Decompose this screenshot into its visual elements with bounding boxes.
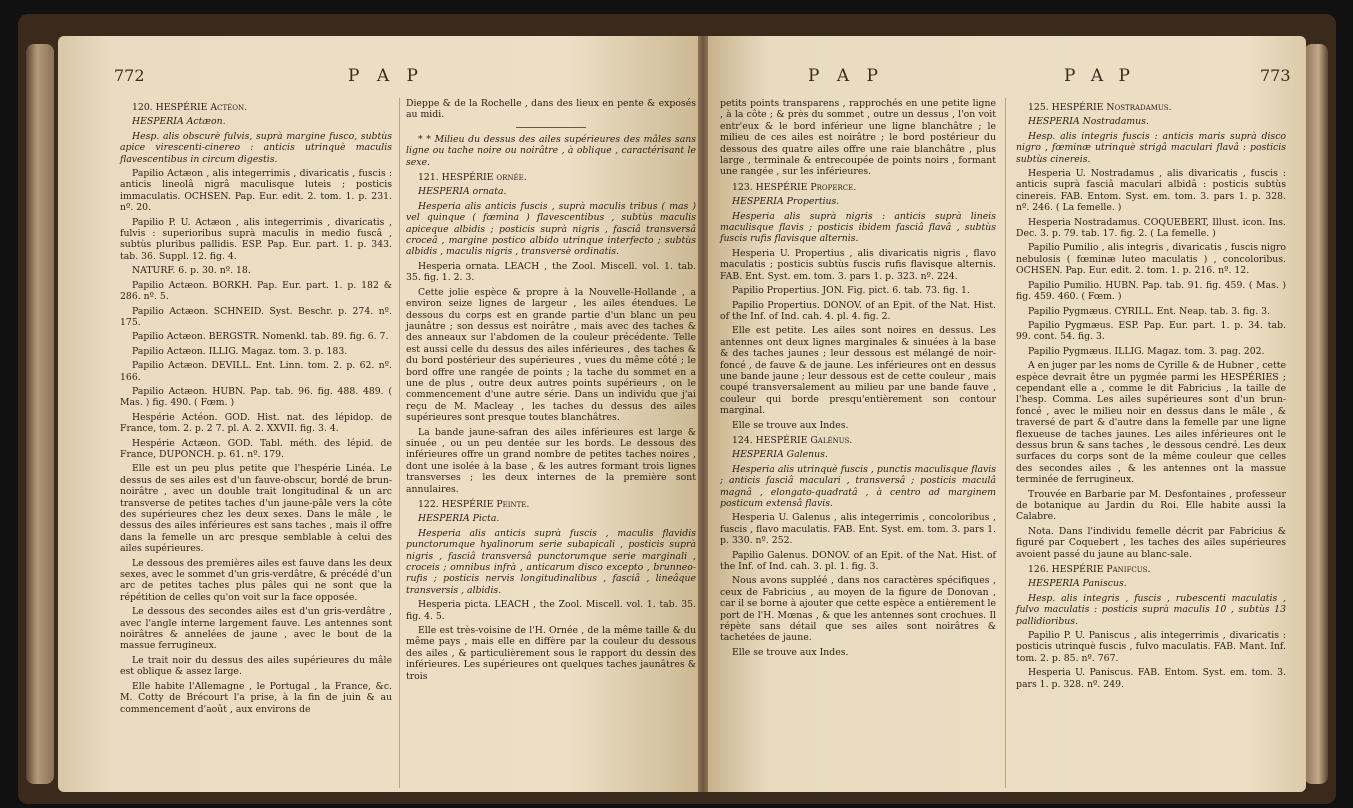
paragraph: Hespérie Actæon. GOD. Tabl. méth. des lépid. de France, DUPONCH. p. 61. nº. 179. (120, 437, 392, 460)
paragraph: Hesperia U. Propertius , alis divaricatis nigris , flavo maculatis ; posticis subtùs fuscis rufis flavisque alternis. FAB. Ent. Syst. em. tom. 3. pars 1. p. 323. nº. 224. (720, 247, 996, 282)
paragraph: Hesperia Nostradamus. COQUEBERT, Illust. icon. Ins. Dec. 3. p. 79. tab. 17. fig. 2. ( La femelle. ) (1016, 216, 1286, 240)
left-page-edges (26, 44, 54, 784)
latin-diagnosis: * * Milieu du dessus des ailes supérieures des mâles sans ligne ou tache noire ou noirâtre , à oblique , caractérisant le sexe. (406, 133, 696, 168)
paragraph: Le dessous des secondes ailes est d'un gris-verdâtre , avec l'angle interne largement fauve. Les antennes sont noirâtres & annelées de jaune , avec le bout de la massue ferrugineux. (120, 606, 392, 652)
latin-diagnosis: HESPERIA Propertius. (732, 196, 840, 208)
paragraph: Nota. Dans l'individu femelle décrit par Fabricius & figuré par Coquebert , les taches des ailes supérieures avoient passé du jaune au blanc-sale. (1016, 525, 1286, 560)
paragraph: Papilio Pumilio. HUBN. Pap. tab. 91. fig. 459. ( Mas. ) fig. 459. 460. ( Fœm. ) (1016, 279, 1286, 303)
left-column-1 (120, 98, 392, 718)
paragraph: Elle se trouve aux Indes. (732, 646, 849, 658)
column-rule (1005, 98, 1006, 788)
paragraph: Papilio Propertius. JON. Fig. pict. 6. tab. 73. fig. 1. (732, 285, 970, 297)
paragraph: Elle se trouve aux Indes. (732, 419, 849, 431)
paragraph: Papilio Actæon. HUBN. Pap. tab. 96. fig. 488. 489. ( Mas. ) fig. 490. ( Fœm. ) (120, 385, 392, 409)
paragraph: Cette jolie espèce & propre à la Nouvelle-Hollande , a environ seize lignes de largeur , les ailes étendues. Le dessous du corps est en grande partie d'un blanc un peu jaunâtre ; son dessus est noirâtre , mais avec des taches & des anneaux sur l'abdomen de la couleur précédente. Telle est aussi celle du dessus des ailes inférieures , des taches & du bord postérieur des supérieures , vues du même côté ; le bord offre une rangée de points ; la tache du sommet en a une de plus , outre deux autres points supérieurs , on le commencement d'une autre série. Dans un individu que j'ai reçu de M. Macleay , les taches du dessus des ailes supérieures sont presque toutes blanchâtres. (406, 286, 696, 424)
entry-heading: 123. HESPÉRIE Properce. (732, 181, 857, 193)
right-column-2 (1016, 98, 1286, 693)
paragraph: Papilio P. U. Actæon , alis integerrimis , divaricatis , fulvis : superioribus suprà maculis in medio fuscâ , subtùs pluribus pallidis. ESP. Pap. Eur. part. 1. p. 343. tab. 36. Suppl. 12. fig. 4. (120, 216, 392, 262)
latin-diagnosis: HESPERIA Nostradamus. (1028, 116, 1149, 128)
paragraph: Papilio Actæon , alis integerrimis , divaricatis , fuscis : anticis lineolâ nigrâ maculisque luteis ; posticis immaculatis. OCHSEN. Pap. Eur. edit. 2. tom. 1. p. 231. nº. 20. (120, 168, 392, 214)
page-number-right: 773 (1260, 66, 1291, 85)
paragraph: Elle est petite. Les ailes sont noires en dessus. Les antennes ont deux lignes marginales & sinuées à la base & des taches jaunes ; leur dessous est mélangé de noir-foncé , de fauve & de jaune. Les inférieures ont en dessus une bande jaune ; leur dessous est de cette couleur , mais coupé transversalement au milieu par une bande fauve , couleur qui borde presqu'entièrement son contour marginal. (720, 325, 996, 417)
running-header-right: P A P (808, 66, 884, 86)
paragraph: Papilio Actæon. BORKH. Pap. Eur. part. 1. p. 182 & 286. nº. 5. (120, 279, 392, 303)
page-number-left: 772 (114, 66, 145, 85)
right-column-1 (720, 98, 996, 661)
paragraph: Hesperia U. Paniscus. FAB. Entom. Syst. em. tom. 3. pars 1. p. 328. nº. 249. (1016, 667, 1286, 690)
paragraph: Papilio Actæon. DEVILL. Ent. Linn. tom. 2. p. 62. nº. 166. (120, 360, 392, 383)
paragraph: Papilio P. U. Paniscus , alis integerrimis , divaricatis : posticis utrinquè fuscis , fulvo maculatis. FAB. Mant. Inf. tom. 2. p. 85. nº. 767. (1016, 630, 1286, 664)
paragraph: Papilio Actæon. ILLIG. Magaz. tom. 3. p. 183. (132, 345, 348, 357)
column-rule (399, 98, 400, 788)
paragraph: NATURF. 6. p. 30. nº. 18. (132, 265, 251, 277)
section-divider (516, 127, 586, 128)
latin-diagnosis: Hesp. alis integris fuscis : anticis maris suprà disco nigro , fœminæ utrinquè strigâ maculari flavâ : posticis subtùs cinereis. (1016, 130, 1286, 165)
paragraph: Dieppe & de la Rochelle , dans des lieux en pente & exposés au midi. (406, 98, 696, 121)
latin-diagnosis: Hesp. alis integris , fuscis , rubescenti maculatis , fulvo maculatis : posticis suprà maculis 10 , subtùs 13 pallidioribus. (1016, 592, 1286, 627)
paragraph: Hesperia U. Galenus , alis integerrimis , concoloribus , fuscis , flavo maculatis. FAB. Ent. Syst. em. tom. 3. pars 1. p. 330. nº. 252. (720, 512, 996, 547)
latin-diagnosis: Hesp. alis obscurè fulvis, suprà margine fusco, subtùs apice virescenti-cinereo : anticis utrinquè maculis flavescentibus in circum digestis. (120, 130, 392, 165)
paragraph: Papilio Pumilio , alis integris , divaricatis , fuscis nigro nebulosis ( fœminæ luteo maculatis ) , concoloribus. OCHSEN. Pap. Eur. edit. 2. tom. 1. p. 216. nº. 12. (1016, 242, 1286, 277)
latin-diagnosis: HESPERIA Actæon. (132, 116, 226, 128)
paragraph: Hesperia picta. LEACH , the Zool. Miscell. vol. 1. tab. 35. fig. 4. 5. (406, 599, 696, 622)
paragraph: Le dessous des premières ailes est fauve dans les deux sexes, avec le sommet d'un gris-verdâtre, & précédé d'un arc de petites taches plus pâles qui ne sont que la répétition de celles qu'on voit sur la face opposée. (120, 557, 392, 603)
right-page-edges (1304, 44, 1328, 784)
latin-diagnosis: Hesperia alis anticis fuscis , suprà maculis tribus ( mas ) vel quinque ( fœmina ) flavescentibus , subtùs maculis apiceque albidis ; posticis suprà nigris , fasciâ transversâ croceâ , margine postico albido utrinque interfecto ; subtùs albidis , maculis nigris , transversè ordinatis. (406, 200, 696, 258)
entry-heading: 124. HESPÉRIE Galénus. (732, 434, 853, 446)
paragraph: petits points transparens , rapprochés en une petite ligne , à la côte ; & près du sommet , outre un dessus , l'on voit entr'eux & le bord inférieur une ligne blanchâtre ; le milieu de ces ailes est noirâtre ; le bord postérieur du dessous des quatre ailes offre une raie blanchâtre , plus large , terminale & entrecoupée de points noirs , formant une rangée , sur les inférieures. (720, 98, 996, 178)
paragraph: Elle est un peu plus petite que l'hespérie Linéa. Le dessus de ses ailes est d'un fauve-obscur, bordé de brun-noirâtre , avec un double trait longitudinal & un arc transverse de petites taches d'un jaune-pâle vers la côte des supérieures chez les deux sexes. Dans le mâle , le dessus des ailes inférieures est sans taches , mais il offre dans la femelle un arc presque semblable à celui des ailes supérieures. (120, 463, 392, 555)
latin-diagnosis: HESPERIA Paniscus. (1028, 578, 1127, 590)
running-header-right-2: P A P (1064, 66, 1135, 86)
paragraph: Elle est très-voisine de l'H. Ornée , de la même taille & du même pays , mais elle en diffère par la couleur du dessous des ailes , & particulièrement sous le rapport du dessin des inférieures. Les supérieures ont quelques taches jaunâtres & trois (406, 625, 696, 682)
paragraph: Papilio Galenus. DONOV. of an Epit. of the Nat. Hist. of the Inf. of Ind. cah. 3. pl. 1. fig. 3. (720, 549, 996, 573)
paragraph: Le trait noir du dessus des ailes supérieures du mâle est oblique & assez large. (120, 654, 392, 678)
book (18, 14, 1336, 804)
latin-diagnosis: HESPERIA Galenus. (732, 449, 828, 461)
paragraph: Papilio Pygmæus. ILLIG. Magaz. tom. 3. pag. 202. (1028, 345, 1265, 357)
paragraph: Papilio Actæon. BERGSTR. Nomenkl. tab. 89. fig. 6. 7. (132, 331, 389, 343)
entry-heading: 125. HESPÉRIE Nostradamus. (1028, 102, 1172, 113)
paragraph: Hesperia U. Nostradamus , alis divaricatis , fuscis : anticis suprà fasciâ maculari albidâ : posticis subtùs cinereis. FAB. Entom. Syst. em. tom. 3. pars 1. p. 328. nº. 246. ( La femelle. ) (1016, 168, 1286, 214)
paragraph: Papilio Propertius. DONOV. of an Epit. of the Nat. Hist. of the Inf. of Ind. cah. 4. pl. 4. fig. 2. (720, 299, 996, 322)
paragraph: Papilio Pygmæus. ESP. Pap. Eur. part. 1. p. 34. tab. 99. cont. 54. fig. 3. (1016, 319, 1286, 343)
paragraph: Elle habite l'Allemagne , le Portugal , la France, &c. M. Cotty de Brécourt l'a prise, à la fin de juin & au commencement d'août , aux environs de (120, 680, 392, 715)
paragraph: La bande jaune-safran des ailes inférieures est large & sinuée , ou un peu dentée sur les bords. Le dessous des inférieures offre un grand nombre de petites taches noires , dont une isolée à la base , & les autres formant trois lignes transverses ; les deux internes de la première sont annulaires. (406, 426, 696, 495)
paragraph: Nous avons suppléé , dans nos caractères spécifiques , ceux de Fabricius , au moyen de la figure de Donovan , car il se borne à ajouter que cette espèce a entièrement le port de l'H. Mœnas , & que les antennes sont crochues. Il répète sans détail que ses ailes sont noirâtres & tachetées de jaune. (720, 575, 996, 644)
left-page (58, 36, 698, 792)
entry-heading: 121. HESPÉRIE ornée. (418, 172, 527, 184)
latin-diagnosis: Hesperia alis utrinquè fuscis , punctis maculisque flavis ; anticis fasciâ maculari , transversâ ; posticis maculâ magnâ , elongato-quadratâ , à centro ad marginem posticum extensâ flavis. (720, 463, 996, 509)
entry-heading: 126. HESPÉRIE Panifcus. (1028, 564, 1151, 576)
entry-heading: 120. HESPÉRIE Actéon. (132, 102, 248, 113)
latin-diagnosis: Hesperia alis suprà nigris : anticis suprà lineis maculisque flavis ; posticis ibidem fasciâ flavâ , subtùs fuscis rufis flavisque alternis. (720, 210, 996, 245)
paragraph: Trouvée en Barbarie par M. Desfontaines , professeur de botanique au Jardin du Roi. Elle habite aussi la Calabre. (1016, 488, 1286, 523)
latin-diagnosis: Hesperia alis anticis suprà fuscis , maculis flavidis punctorumque hyalinorum serie subapicali , posticis suprà nigris , fasciâ transversâ punctorumque serie marginali , croceis ; omnibus infrà , anticarum disco excepto , brunneo-rufis ; posticis nervis longitudinalibus , fasciâ , lineâque transversis , albidis. (406, 527, 696, 596)
latin-diagnosis: HESPERIA Picta. (418, 513, 500, 525)
right-page (708, 36, 1306, 792)
paragraph: Hesperia ornata. LEACH , the Zool. Miscell. vol. 1. tab. 35. fig. 1. 2. 3. (406, 260, 696, 284)
paragraph: A en juger par les noms de Cyrille & de Hubner , cette espèce devrait être un pygmée parmi les HESPÉRIES ; cependant elle a , comme le dit Fabricius , la taille de l'hesp. Comma. Les ailes supérieures sont d'un brun-foncé , avec le milieu noir en dessus dans le mâle , & traversé de part & d'autre dans la femelle par une ligne flexueuse de taches jaunes. Les ailes inférieures ont le dessus brun & sans taches , le dessous cendré. Les deux surfaces du corps sont de la même couleur que celles des secondes ailes , & les antennes ont la massue terminée de ferrugineux. (1016, 360, 1286, 486)
running-header-left: P A P (348, 66, 424, 86)
entry-heading: 122. HESPÉRIE Peinte. (418, 499, 530, 510)
left-column-2 (406, 98, 696, 685)
paragraph: Papilio Pygmæus. CYRILL. Ent. Neap. tab. 3. fig. 3. (1028, 305, 1271, 317)
paragraph: Hespérie Actéon. GOD. Hist. nat. des lépidop. de France, tom. 2. p. 2 7. pl. A. 2. XXVII. fig. 3. 4. (120, 411, 392, 435)
latin-diagnosis: HESPERIA ornata. (418, 186, 507, 198)
paragraph: Papilio Actæon. SCHNEID. Syst. Beschr. p. 274. nº. 175. (120, 305, 392, 328)
